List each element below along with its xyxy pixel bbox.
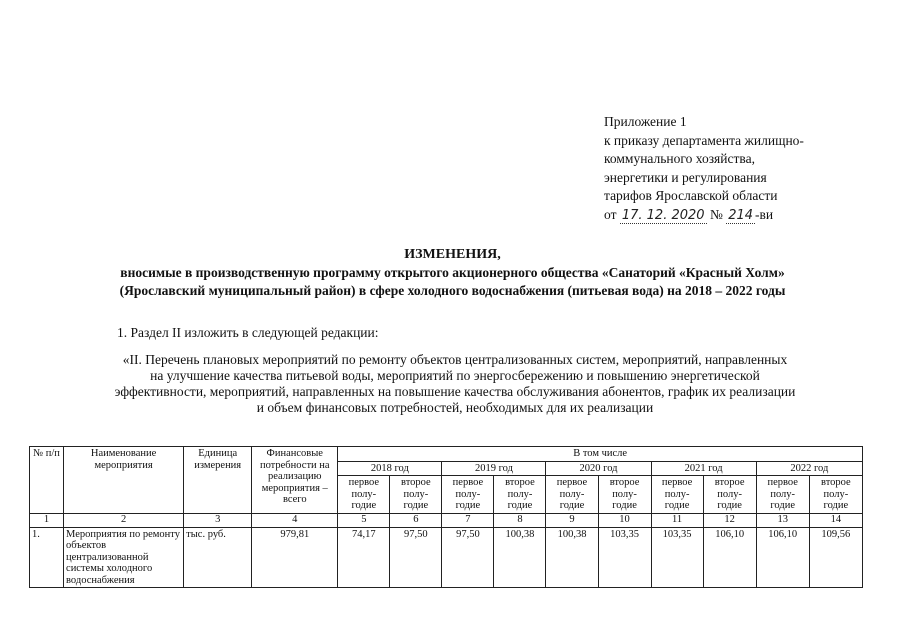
header-first-half: первое полу-годие	[338, 476, 390, 514]
index-row	[30, 513, 863, 527]
row-value: 109,56	[809, 527, 862, 588]
number-sign: №	[709, 206, 723, 222]
paragraph-line: эффективности, мероприятий, направленных на повышение качества обслуживания абонентов, график их реализации	[114, 384, 796, 399]
paragraph-2	[60, 352, 850, 416]
index-cell: 4	[252, 513, 338, 527]
order-date: 17. 12. 2020	[621, 207, 705, 223]
index-cell: 10	[598, 513, 651, 527]
row-name: Мероприятия по ремонту объектов централизованной системы холодного водоснабжения	[64, 527, 184, 588]
header-first-half: первое полу-годие	[546, 476, 598, 514]
appendix-block	[604, 113, 894, 224]
subtitle-line: (Ярославский муниципальный район) в сфере холодного водоснабжения (питьевая вода) на 2018 – 2022 годы	[119, 283, 786, 298]
row-value: 97,50	[390, 527, 442, 588]
header-second-half: второе полу-годие	[703, 476, 756, 514]
header-first-half: первое полу-годие	[756, 476, 809, 514]
index-cell: 11	[651, 513, 703, 527]
index-cell: 7	[442, 513, 494, 527]
number-suffix: -ви	[755, 206, 774, 222]
row-value: 103,35	[598, 527, 651, 588]
subtitle-line: вносимые в производственную программу открытого акционерного общества «Санаторий «Красный Холм»	[120, 265, 785, 280]
header-name: Наименование мероприятия	[64, 447, 184, 514]
order-date-number	[604, 206, 894, 225]
header-second-half: второе полу-годие	[390, 476, 442, 514]
order-number: 214	[728, 207, 754, 223]
measures-table	[29, 446, 863, 588]
row-unit: тыс. руб.	[184, 527, 252, 588]
header-finance: Финансовые потребности на реализацию мероприятия – всего	[252, 447, 338, 514]
index-cell: 3	[184, 513, 252, 527]
row-value: 97,50	[442, 527, 494, 588]
index-cell: 1	[30, 513, 64, 527]
appendix-line: энергетики и регулирования	[604, 169, 767, 185]
row-value: 103,35	[651, 527, 703, 588]
row-total: 979,81	[252, 527, 338, 588]
header-second-half: второе полу-годие	[809, 476, 862, 514]
header-second-half: второе полу-годие	[598, 476, 651, 514]
header-year: 2018 год	[338, 461, 442, 476]
appendix-line: тарифов Ярославской области	[604, 188, 778, 203]
appendix-line: к приказу департамента жилищно-	[604, 132, 804, 148]
row-value: 106,10	[703, 527, 756, 588]
row-num: 1.	[30, 527, 64, 588]
document-subtitle	[40, 264, 865, 300]
table-row	[30, 527, 863, 588]
header-year: 2021 год	[651, 461, 756, 476]
index-cell: 9	[546, 513, 598, 527]
row-value: 106,10	[756, 527, 809, 588]
index-cell: 13	[756, 513, 809, 527]
index-cell: 2	[64, 513, 184, 527]
header-first-half: первое полу-годие	[442, 476, 494, 514]
paragraph-line: на улучшение качества питьевой воды, мероприятий по энергосбережению и повышению энергетической	[150, 368, 760, 383]
header-year: 2022 год	[756, 461, 862, 476]
paragraph-line: и объем финансовых потребностей, необходимых для их реализации	[256, 400, 654, 415]
row-value: 74,17	[338, 527, 390, 588]
row-value: 100,38	[546, 527, 598, 588]
date-prefix: от	[604, 206, 617, 222]
header-second-half: второе полу-годие	[494, 476, 546, 514]
appendix-line: коммунального хозяйства,	[604, 151, 755, 166]
paragraph-1: 1. Раздел II изложить в следующей редакции:	[117, 325, 379, 340]
header-including: В том числе	[338, 447, 863, 462]
header-num: № п/п	[30, 447, 64, 514]
document-title: ИЗМЕНЕНИЯ,	[404, 247, 501, 262]
row-value: 100,38	[494, 527, 546, 588]
header-year: 2019 год	[442, 461, 546, 476]
index-cell: 14	[809, 513, 862, 527]
index-cell: 6	[390, 513, 442, 527]
index-cell: 8	[494, 513, 546, 527]
appendix-line: Приложение 1	[604, 114, 687, 129]
index-cell: 5	[338, 513, 390, 527]
paragraph-line: «II. Перечень плановых мероприятий по ремонту объектов централизованных систем, мероприятий, направленных	[122, 352, 788, 367]
header-year: 2020 год	[546, 461, 651, 476]
index-cell: 12	[703, 513, 756, 527]
header-first-half: первое полу-годие	[651, 476, 703, 514]
header-unit: Единица измерения	[184, 447, 252, 514]
